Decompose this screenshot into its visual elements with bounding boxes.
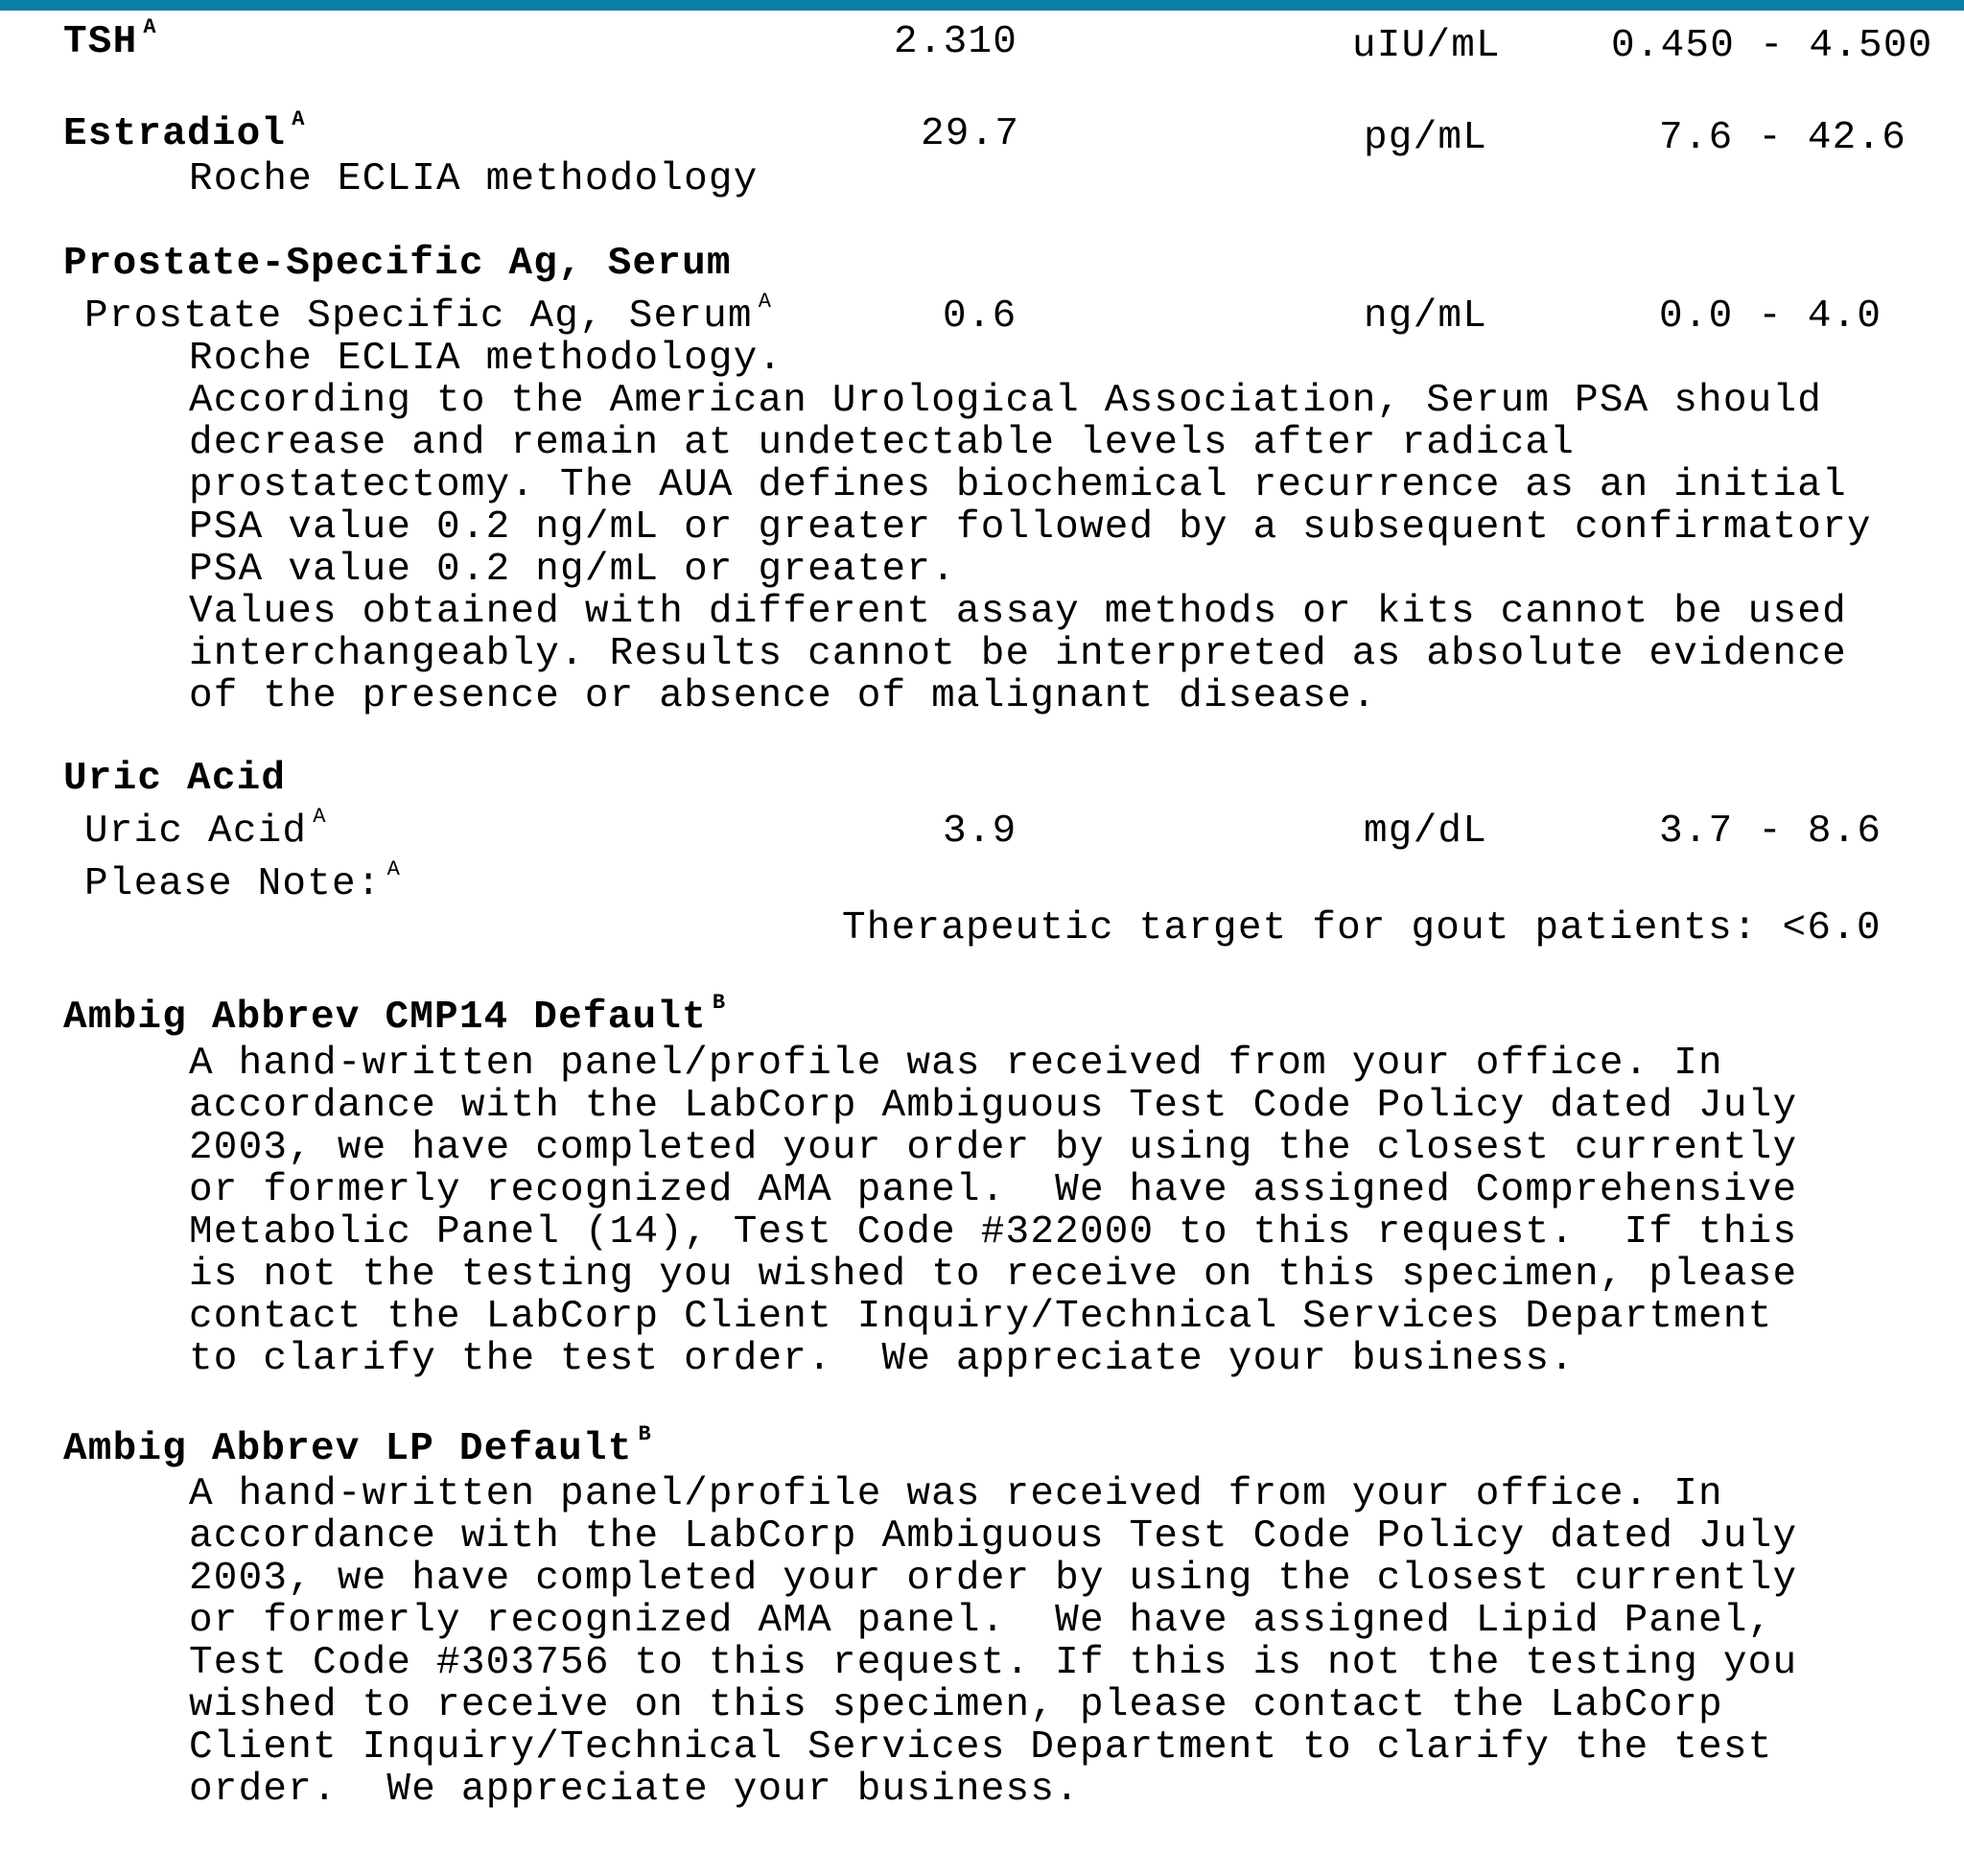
cmp14-comment-line: accordance with the LabCorp Ambiguous Test Code Policy dated July bbox=[189, 1084, 1798, 1128]
lp-comment-line: Client Inquiry/Technical Services Department to clarify the test bbox=[189, 1725, 1773, 1770]
section-heading-uric-acid: Uric Acid bbox=[63, 757, 287, 801]
flag-psa: A bbox=[758, 290, 771, 314]
section-heading-psa: Prostate-Specific Ag, Serum bbox=[63, 242, 732, 286]
psa-comment-line: decrease and remain at undetectable levels after radical bbox=[189, 421, 1576, 465]
psa-comment-line: Values obtained with different assay methods or kits cannot be used bbox=[189, 590, 1847, 634]
test-name-estradiol: Estradiol $^A$ bbox=[63, 107, 305, 156]
lp-comment-line: Test Code #303756 to this request. If this is not the testing you bbox=[189, 1641, 1798, 1685]
reference-range-uric-acid: 3.7 - 8.6 bbox=[1659, 809, 1882, 854]
reference-range-tsh: 0.450 - 4.500 bbox=[1611, 24, 1933, 68]
please-note-label: Please Note: $^A$ bbox=[84, 857, 400, 906]
psa-comment-line: PSA value 0.2 ng/mL or greater followed by a subsequent confirmatory bbox=[189, 505, 1872, 550]
reference-range-estradiol: 7.6 - 42.6 bbox=[1659, 116, 1907, 160]
result-units-estradiol: pg/mL bbox=[1364, 116, 1488, 160]
flag-estradiol: A bbox=[292, 107, 305, 131]
cmp14-comment-line: 2003, we have completed your order by using the closest currently bbox=[189, 1126, 1798, 1170]
result-units-tsh: uIU/mL bbox=[1352, 24, 1501, 68]
test-name-tsh: TSH $^A$ bbox=[63, 15, 156, 64]
psa-comment bbox=[189, 338, 1872, 717]
lp-comment-line: A hand-written panel/profile was received from your office. In bbox=[189, 1472, 1723, 1516]
result-value-psa: 0.6 bbox=[943, 294, 1017, 339]
lp-comment-line: 2003, we have completed your order by using the closest currently bbox=[189, 1557, 1798, 1601]
cmp14-comment-line: Metabolic Panel (14), Test Code #322000 to this request. If this bbox=[189, 1210, 1798, 1255]
psa-comment-line: of the presence or absence of malignant disease. bbox=[189, 674, 1377, 718]
estradiol-method-note: Roche ECLIA methodology bbox=[189, 157, 759, 201]
header-rule bbox=[0, 0, 1964, 11]
flag-tsh: A bbox=[143, 15, 156, 39]
cmp14-comment-line: contact the LabCorp Client Inquiry/Technical Services Department bbox=[189, 1295, 1773, 1339]
reference-range-psa: 0.0 - 4.0 bbox=[1659, 294, 1882, 339]
flag-cmp14: B bbox=[712, 991, 726, 1015]
lp-comment bbox=[189, 1473, 1797, 1811]
cmp14-comment-line: is not the testing you wished to receive on this specimen, please bbox=[189, 1253, 1798, 1297]
flag-lp: B bbox=[638, 1422, 651, 1446]
cmp14-comment-line: A hand-written panel/profile was received from your office. In bbox=[189, 1042, 1723, 1086]
gout-target-note: Therapeutic target for gout patients: <6.0 bbox=[842, 906, 1882, 950]
result-value-tsh: 2.310 bbox=[894, 20, 1018, 64]
psa-comment-line: According to the American Urological Association, Serum PSA should bbox=[189, 379, 1823, 423]
cmp14-comment-line: or formerly recognized AMA panel. We have assigned Comprehensive bbox=[189, 1168, 1798, 1212]
result-units-uric-acid: mg/dL bbox=[1364, 809, 1488, 854]
lp-comment-line: order. We appreciate your business. bbox=[189, 1768, 1080, 1812]
test-name-uric-acid: Uric Acid $^A$ bbox=[84, 805, 326, 854]
lp-comment-line: accordance with the LabCorp Ambiguous Test Code Policy dated July bbox=[189, 1514, 1798, 1559]
result-units-psa: ng/mL bbox=[1364, 294, 1488, 339]
cmp14-comment bbox=[189, 1043, 1797, 1380]
section-heading-cmp14: Ambig Abbrev CMP14 Default $^B$ bbox=[63, 991, 726, 1040]
psa-comment-line: interchangeably. Results cannot be interpreted as absolute evidence bbox=[189, 632, 1847, 676]
section-heading-lp: Ambig Abbrev LP Default $^B$ bbox=[63, 1422, 651, 1471]
cmp14-comment-line: to clarify the test order. We appreciate your business. bbox=[189, 1337, 1576, 1381]
result-value-uric-acid: 3.9 bbox=[943, 809, 1017, 854]
test-name-psa: Prostate Specific Ag, Serum $^A$ bbox=[84, 290, 771, 339]
lp-comment-line: wished to receive on this specimen, please contact the LabCorp bbox=[189, 1683, 1723, 1727]
result-value-estradiol: 29.7 bbox=[921, 112, 1020, 156]
psa-comment-line: PSA value 0.2 ng/mL or greater. bbox=[189, 548, 956, 592]
lp-comment-line: or formerly recognized AMA panel. We have assigned Lipid Panel, bbox=[189, 1599, 1773, 1643]
psa-comment-line: Roche ECLIA methodology. bbox=[189, 337, 783, 381]
flag-please-note: A bbox=[386, 857, 400, 881]
psa-comment-line: prostatectomy. The AUA defines biochemical recurrence as an initial bbox=[189, 463, 1847, 507]
flag-uric-acid: A bbox=[313, 805, 326, 829]
